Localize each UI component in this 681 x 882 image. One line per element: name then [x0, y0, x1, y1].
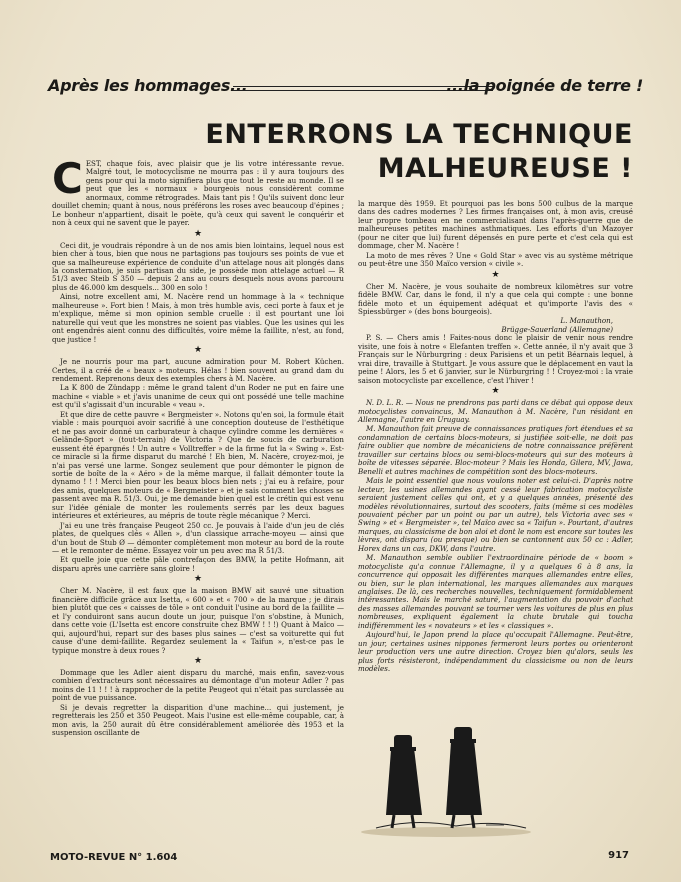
paragraph: La moto de mes rêves ? Une « Gold Star » avec vis au système métrique ou peut-être une 350 Maïco version « civile ».: [358, 250, 633, 269]
paragraph: la marque dès 1959. Et pourquoi pas les bons 500 culbus de la marque dans des cadres modernes ? Les firmes françaises ont, à mon avis, creusé leur propre tombeau en ne commercialisant dans l'après-guerre que de malheureuses petites machines asthmatiques. Les efforts d'un Mazoyer (pour ne citer que lui) furent dépensés en pure perte et c'est cela qui est dommage, cher M. Nacère !: [358, 199, 633, 251]
footer-publication: MOTO-REVUE N° 1.604: [50, 852, 178, 863]
grave-mourners-illustration: [356, 720, 536, 838]
section-header: [48, 76, 643, 106]
paragraph: M. Manauthon semble oublier l'extraordinaire période de « boom » motocycliste qu'a connue l'Allemagne, il y a quelques 6 à 8 ans, la concurrence qui opposait les différentes marques allemandes entre elles, ou bien, sur le plan international, les marques allemandes aux marques anglaises. De là, ces recherches nouvelles, techniquement formidablement intéressantes. Mais le marché saturé, l'augmentation du pouvoir d'achat des masses allemandes pouvant se tourner vers les voitures de plus en plus nombreuses, expliquent également la chute brutale qui toucha indifféremment les « novateurs » et les « classiques ».: [358, 553, 633, 630]
paragraph: Ceci dit, je voudrais répondre à un de nos amis bien lointains, lequel nous est bien cher à tous, bien que nous ne partagions pas toujours ses points de vue et que sa malheureuse expérience de conduite d'un attelage nous ait plongés dans la consternation, je suis partisan du side, je possède mon attelage actuel — R 51/3 avec Steib S 350 — depuis 2 ans au cours desquels nous avons parcouru plus de 46.000 km desquels... 300 en solo !: [52, 240, 344, 292]
paragraph: Ainsi, notre excellent ami, M. Nacère rend un hommage à la « technique malheureuse ». Fort bien ! Mais, à mon très humble avis, ceci porte à faux et je m'explique, même si mon opinion semble cruelle : il est pourtant une loi naturelle qui veut que les monstres ne soient pas viables. Que les usines qui les ont engendrés aient connu des difficultés, voire même la faillite, n'est, au fond, que justice !: [52, 292, 344, 344]
signature: L. Manauthon,: [560, 316, 613, 326]
right-column: [358, 200, 633, 675]
separator-star: ★: [491, 269, 500, 280]
separator-star: ★: [193, 656, 203, 667]
paragraph: J'ai eu une très française Peugeot 250 cc. Je pouvais à l'aide d'un jeu de clés plates, de quelques clés « Allen », d'un classique arrache-moyeu — ainsi que d'un bout de Stub Ø — démonter complètement mon moteur au bord de la route — et le remonter de même. Essayez voir un peu avec ma R 51/3.: [52, 520, 344, 556]
drop-cap: C: [52, 154, 83, 203]
paragraph: M. Manauthon fait preuve de connaissances pratiques fort étendues et sa condamnation de certains blocs-moteurs, si justifiée soit-elle, ne doit pas faire oublier que nombre de mécaniciens de notre connaissance préfèrent travailler sur certains blocs ou semi-blocs-moteurs qui sur des moteurs à boîte de vitesses séparée. Bloc-moteur ? Mais les Honda, Gilera, MV, Jawa, Benelli et autres machines de compétition sont des blocs-moteurs.: [358, 424, 633, 476]
separator-star: ★: [491, 386, 500, 397]
page-number: 917: [608, 850, 629, 861]
paragraph: Mais le point essentiel que nous voulons noter est celui-ci. D'après notre lecteur, les usines allemandes ayant cessé leur fabrication motocycliste seraient justement celles qui ont, et y a quelques années, présenté des modèles révolutionnaires, surtout des scooters, faits (même si ces modèles pouvaient pécher par un point ou par un autre), tels Victoria avec ses « Swing » et « Bergmeister », tel Maïco avec sa « Taifun ». Pourtant, d'autres marques, au classicisme de bon aloi et dont le nom est encore sur toutes les lèvres, ont disparu (ou presque) ou bien se cantonnent aux 50 cc : Adler, Horex dans un cas, DKW, dans l'autre.: [358, 476, 633, 553]
paragraph: CEST, chaque fois, avec plaisir que je lis votre intéressante revue. Malgré tout, le motocyclisme ne mourra pas : il y aura toujours des gens pour qui la moto signifiera plus que tout le reste au monde. Il se peut que les « normaux » bourgeois nous considèrent comme anormaux, comme rétrogrades. Mais tant pis ! Qu'ils suivent donc leur douillet chemin; quant à nous, nous préférons les roses avec beaucoup d'épines ; Le bonheur n'appartient, disait le poète, qu'à ceux qui savent le conquérir et non à ceux qui ne savent que le payer.: [52, 154, 344, 228]
paragraph: N. D. L. R. — Nous ne prendrons pas parti dans ce débat qui oppose deux motocyclistes convaincus, M. Manauthon à M. Nacère, l'un résidant en Allemagne, l'autre en Uruguay.: [358, 398, 633, 424]
paragraph: Et que dire de cette pauvre « Bergmeister ». Notons qu'en soi, la formule était viable : mais pourquoi avoir sacrifié à une conception douteuse de l'esthétique et ne pas avoir donné un carburateur à chaque cylindre comme les dernières « Gelände-Sport » (tout-terrain) de Victoria ? Que de soucis de carburation eussent été épargnés ! Un autre « Volltreffer » de la firme fut la « Swing ». Est-ce miracle si la firme disparut du marché ! Eh bien, M. Nacère, croyez-moi, je n'ai pas versé une larme. Songez seulement que pour démonter le pignon de sortie de boîte de la « Aéro » de la même marque, il fallait démonter toute la dynamo ! ! ! Merci bien pour les beaux blocs bien nets ; j'ai eu à refaire, pour des amis, quelques moteurs de « Bergmeister » et je sais comment les choses se passent avec ma R. 51/3. Oui, je me demande bien quel est le crétin qui est venu sur l'idée géniale de monter les roulements serrés par les deux bagues intérieures et extérieures, au mépris de toute règle mécanique ? Merci.: [52, 409, 344, 521]
paragraph: Cher M. Nacère, il est faux que la maison BMW ait sauvé une situation financière difficile grâce aux Isetta, « 600 » et « 700 » de la marque ; je dirais bien plutôt que ces « caisses de tôle » ont conduit l'usine au bord de la faillite — et l'y conduiront sans aucun doute un jour, puisque l'on s'obstine, à Munich, dans cette voie (L'Isetta est encore construite chez BMW ! ! !) Quant à Maïco — qui, aujourd'hui, repart sur des bases plus saines — c'est sa voiturette qui fut cause d'une demi-faillite. Regardez seulement la « Taifun », n'est-ce pas le typique monstre à deux roues ?: [52, 586, 344, 655]
paragraph: Si je devais regretter la disparition d'une machine... qui justement, je regretterais les 250 et 350 Peugeot. Mais l'usine est elle-même coupable, car, à mon avis, la 250 aurait dû être considérablement améliorée dès 1953 et la suspension oscillante de: [52, 702, 344, 738]
separator-star: ★: [193, 574, 203, 585]
signature-place: Brügge-Sauerland (Allemagne): [501, 324, 613, 334]
title-line-1: ENTERRONS LA TECHNIQUE: [205, 119, 633, 150]
editor-note: [358, 399, 633, 674]
paragraph: La K 800 de Zündapp : même le grand talent d'un Roder ne put en faire une machine « viable » et j'avis unanime de ceux qui ont possédé une telle machine est qu'il s'agissait d'un incurable « veau ».: [52, 383, 344, 410]
paragraph: Dommage que les Adler aient disparu du marché, mais enfin, savez-vous combien d'extracteurs sont nécessaires au démontage d'un moteur Adler ? pas moins de 11 ! ! ! à rapprocher de la petite Peugeot qui n'était pas surclassée au point de vue puissance.: [52, 668, 344, 703]
paragraph: P. S. — Chers amis ! Faites-nous donc le plaisir de venir nous rendre visite, une fois à notre « Elefanten treffen ». Cette année, il n'y avait que 3 Français sur le Nürburgring : deux Parisiens et un petit Béarnais lequel, à vrai dire, travaille à Stuttgart. Je vous assure que le déplacement en vaut la peine ! Alors, les 5 et 6 janvier, sur le Nürburgring ! ! Croyez-moi : la vraie saison motocycliste par excellence, c'est l'hiver !: [358, 333, 633, 385]
separator-star: ★: [193, 345, 203, 356]
paragraph: Cher M. Nacère, je vous souhaite de nombreux kilomètres sur votre fidèle BMW. Car, dans le fond, il n'y a que cela qui compte : une bonne fidèle moto et un équipement adéquat et qu'importe l'avis des « Spiessbürger » (des bons bourgeois).: [358, 281, 633, 316]
paragraph: Je ne nourris pour ma part, aucune admiration pour M. Robert Küchen. Certes, il a créé de « beaux » moteurs. Hélas ! bien souvent au grand dam du rendement. Reprenons deux des exemples chers à M. Nacère.: [52, 357, 344, 383]
header-left: Après les hommages...: [48, 76, 248, 95]
left-column: [52, 154, 344, 739]
paragraph: Aujourd'hui, le Japon prend la place qu'occupait l'Allemagne. Peut-être, un jour, certaines usines nippones fermeront leurs portes ou orienteront leur production vers une autre direction. Croyez bien qu'alors, seuls les plus forts résisteront, indépendamment du classicisme ou non de leurs modèles.: [358, 630, 633, 674]
paragraph: Et quelle joie que cette pâle contrefaçon des BMW, la petite Hofmann, ait disparu après une carrière sans gloire !: [52, 555, 344, 573]
title-line-2: MALHEUREUSE !: [377, 153, 633, 184]
separator-star: ★: [193, 228, 203, 239]
header-right: ...la poignée de terre !: [446, 76, 643, 95]
